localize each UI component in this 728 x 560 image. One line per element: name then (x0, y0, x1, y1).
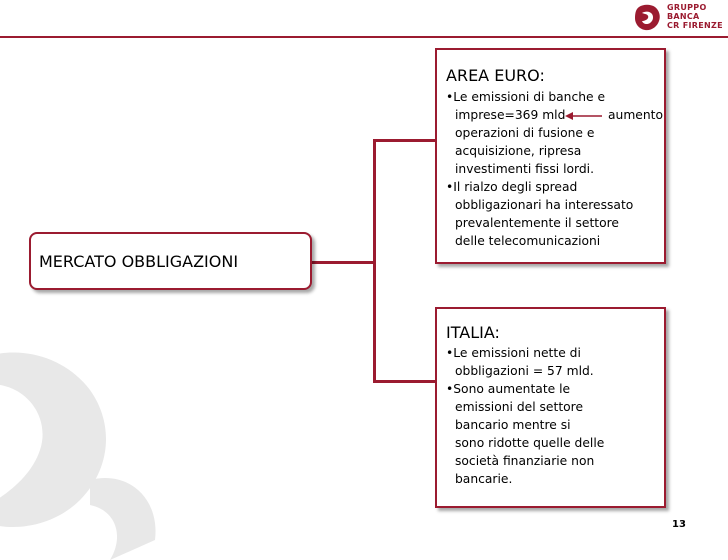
euro-line: acquisizione, ripresa (455, 144, 582, 158)
italia-line: bancarie. (455, 472, 513, 486)
euro-line: •Il rialzo degli spread (446, 180, 578, 194)
euro-area-box (435, 48, 666, 264)
euro-area-heading: AREA EURO: (446, 66, 545, 85)
page-number: 13 (672, 519, 686, 530)
main-node-label: MERCATO OBBLIGAZIONI (39, 252, 239, 271)
euro-line: operazioni di fusione e (455, 126, 595, 140)
connector-euro (373, 139, 435, 142)
bank-logo-text (667, 3, 723, 30)
left-arrow-icon (437, 50, 668, 266)
bank-logo-icon (633, 4, 661, 32)
logo-line: GRUPPO (667, 3, 707, 12)
italia-line: emissioni del settore (455, 400, 584, 414)
italia-line: bancario mentre si (455, 418, 571, 432)
header-rule (0, 36, 728, 38)
connector-vertical (373, 139, 376, 382)
euro-line: investimenti fissi lordi. (455, 162, 594, 176)
euro-line: delle telecomunicazioni (455, 234, 601, 248)
logo-line: CR FIRENZE (667, 21, 723, 30)
euro-line: •Le emissioni di banche e (446, 90, 606, 104)
italia-line: obbligazioni = 57 mld. (455, 364, 594, 378)
euro-line: imprese=369 mld (455, 108, 566, 122)
italia-line: sono ridotte quelle delle (455, 436, 605, 450)
euro-line: prevalentemente il settore (455, 216, 619, 230)
italia-line: •Le emissioni nette di (446, 346, 581, 360)
connector-italia (373, 380, 435, 383)
main-node (29, 232, 312, 290)
connector-main-horizontal (312, 261, 374, 264)
italia-heading: ITALIA: (446, 323, 500, 342)
euro-line: aumento (608, 108, 664, 122)
italia-line: società finanziarie non (455, 454, 595, 468)
italia-box (435, 307, 666, 508)
background-logo-shape (0, 330, 200, 560)
italia-line: •Sono aumentate le (446, 382, 571, 396)
logo-line: BANCA (667, 12, 700, 21)
euro-line: obbligazionari ha interessato (455, 198, 634, 212)
